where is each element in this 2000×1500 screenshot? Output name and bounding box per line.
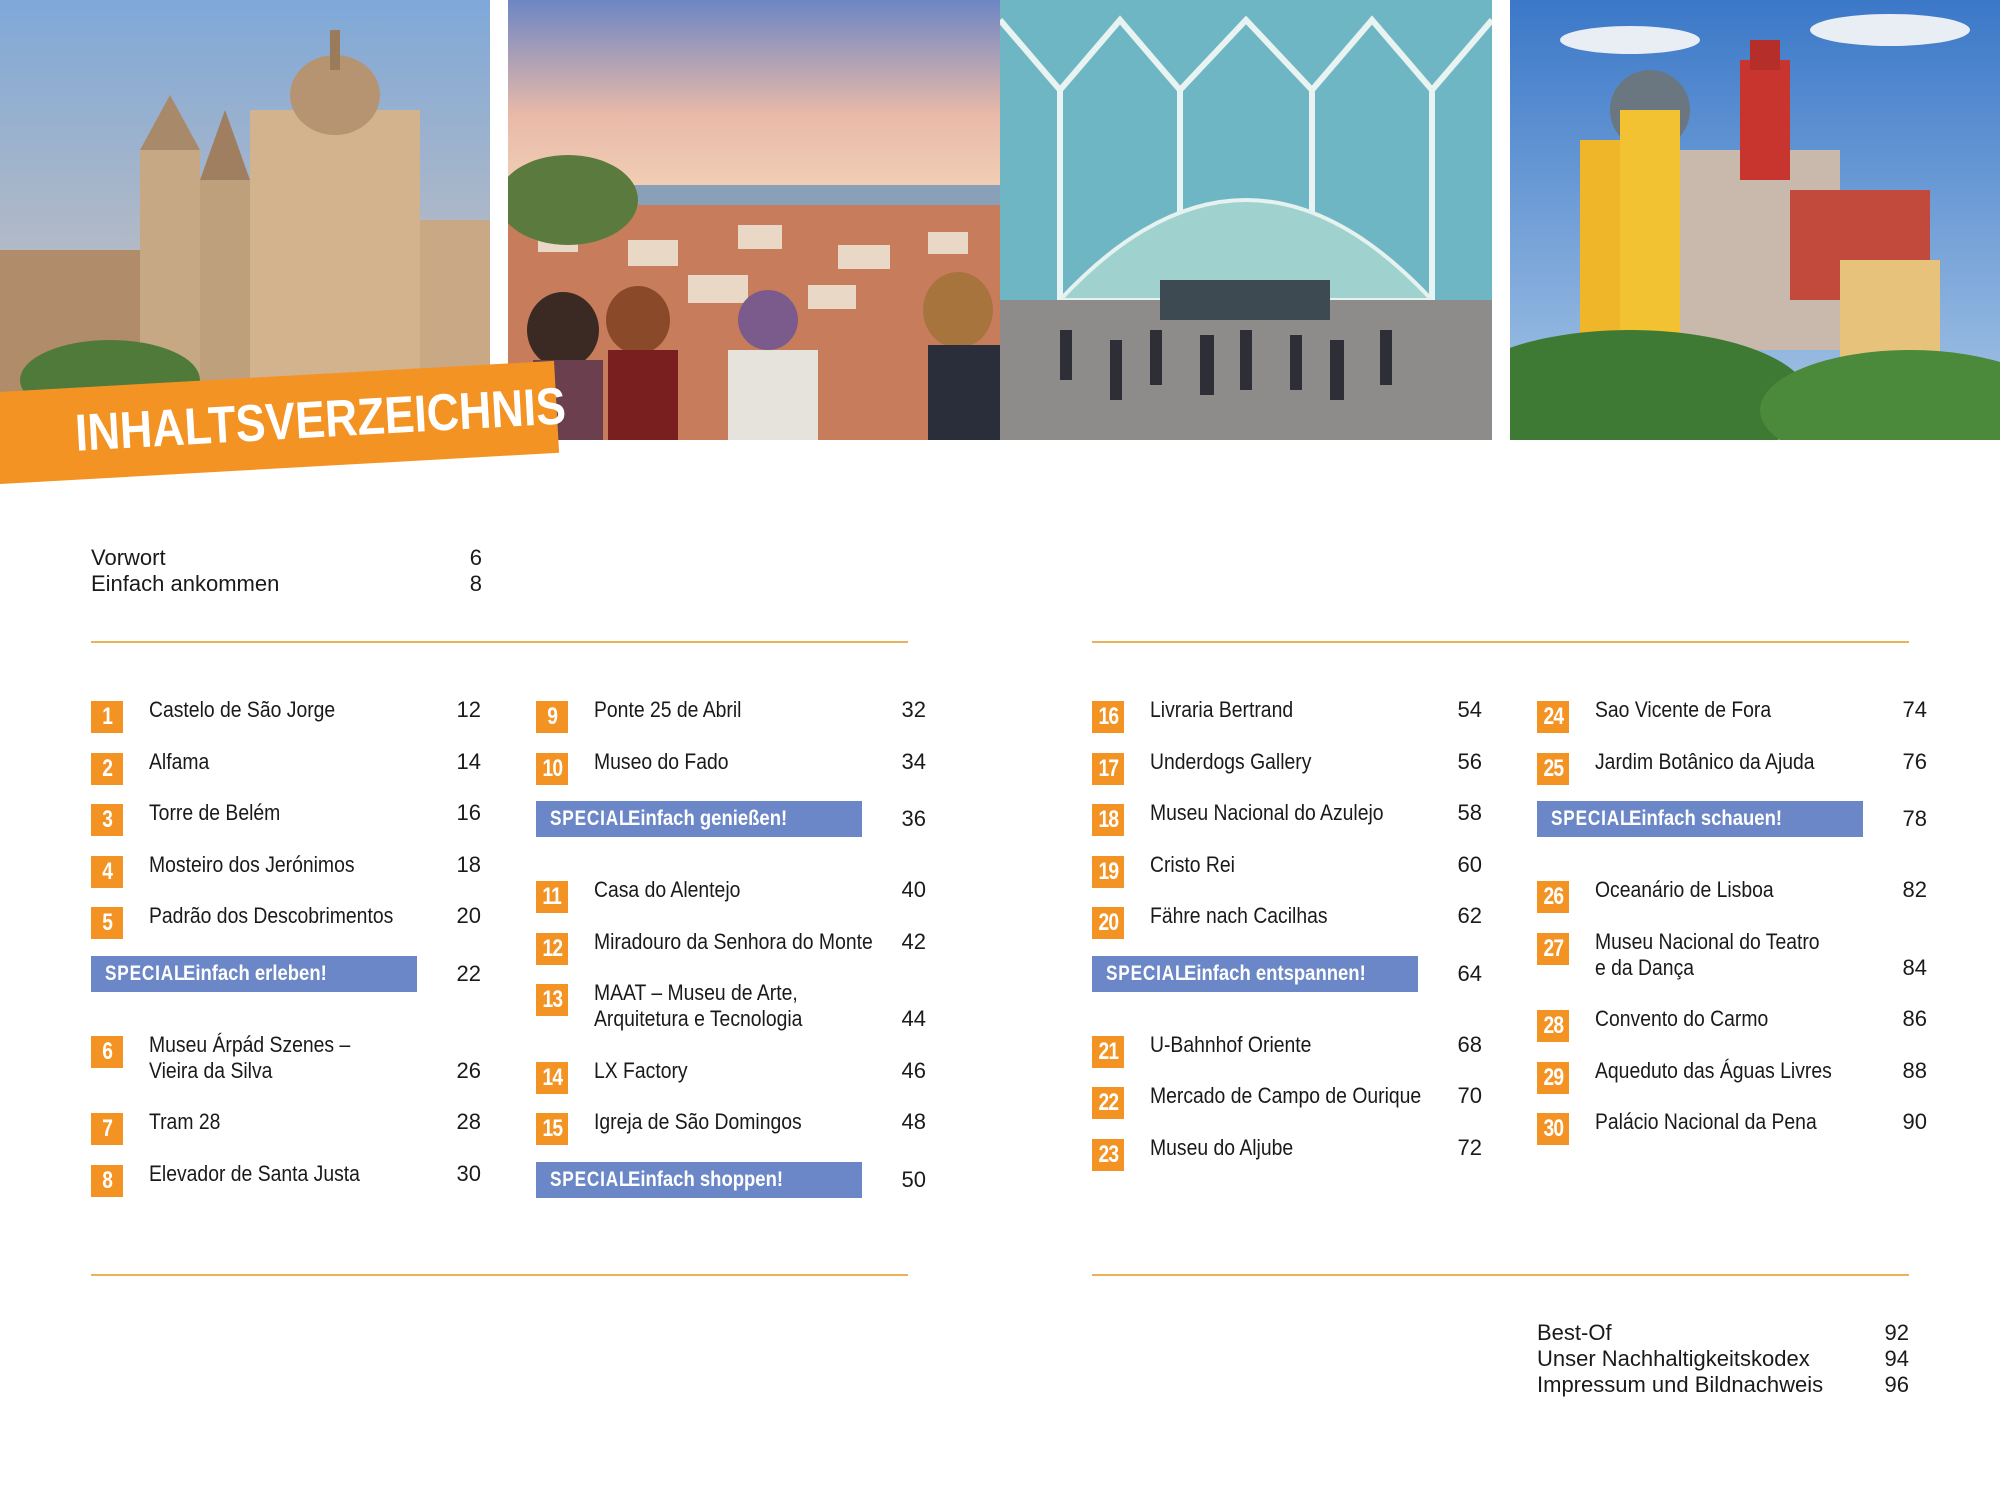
- entry-title-line: LX Factory: [594, 1058, 688, 1083]
- intro-row: [91, 571, 482, 597]
- entry-page: 70: [1457, 1083, 1482, 1108]
- entry-title: [149, 697, 429, 723]
- toc-entry[interactable]: [536, 747, 926, 797]
- toc-entry[interactable]: [1537, 1107, 1927, 1157]
- toc-entry[interactable]: [1092, 1081, 1482, 1131]
- entry-page: 46: [901, 1058, 926, 1083]
- entry-title-line: Miradouro da Senhora do Monte: [594, 929, 873, 954]
- entry-page: 90: [1902, 1109, 1927, 1134]
- entry-title-line: Cristo Rei: [1150, 852, 1235, 877]
- chapter-number-badge: [1092, 1036, 1124, 1068]
- outro-label: Unser Nachhaltigkeitskodex: [1537, 1346, 1810, 1371]
- toc-column-4: [1537, 695, 1927, 1235]
- chapter-number-badge: [536, 1113, 568, 1145]
- chapter-number: 21: [1098, 1038, 1118, 1065]
- chapter-number-badge: [1092, 856, 1124, 888]
- chapter-number: 12: [542, 935, 562, 962]
- chapter-number: 11: [542, 883, 562, 910]
- entry-page: 54: [1457, 697, 1482, 722]
- chapter-number: 9: [547, 703, 557, 730]
- chapter-number: 1: [102, 703, 112, 730]
- entry-page: 68: [1457, 1032, 1482, 1057]
- entry-title: [1595, 1109, 1875, 1135]
- chapter-number: 23: [1098, 1141, 1118, 1168]
- entry-title-line: Oceanário de Lisboa: [1595, 877, 1774, 902]
- entry-title: [594, 877, 874, 903]
- entry-title-line: Museu Nacional do Azulejo: [1150, 800, 1384, 825]
- chapter-number-badge: [1537, 1113, 1569, 1145]
- entry-title: [1595, 1006, 1875, 1032]
- toc-entry[interactable]: [536, 927, 926, 977]
- entry-title-line: Convento do Carmo: [1595, 1006, 1769, 1031]
- chapter-number-badge: [1092, 1139, 1124, 1171]
- chapter-number-badge: [1092, 907, 1124, 939]
- intro-page: 8: [469, 571, 482, 596]
- intro-block: [91, 545, 482, 597]
- special-banner[interactable]: [91, 956, 417, 992]
- special-page: 78: [1902, 806, 1927, 831]
- entry-page: 84: [1902, 955, 1927, 980]
- miradouro-photo: [508, 0, 1000, 440]
- entry-title-line: Sao Vicente de Fora: [1595, 697, 1772, 722]
- entry-title: [1150, 852, 1430, 878]
- divider-bottom-right: [1092, 1274, 1909, 1276]
- chapter-number: 16: [1098, 703, 1118, 730]
- entry-page: 88: [1902, 1058, 1927, 1083]
- chapter-number-badge: [91, 804, 123, 836]
- entry-title: [1150, 1083, 1430, 1109]
- entry-title-line: Torre de Belém: [149, 800, 281, 825]
- special-banner[interactable]: [536, 801, 862, 837]
- special-title: Einfach genießen!: [628, 807, 788, 830]
- page-title: INHALTSVERZEICHNIS: [73, 377, 568, 463]
- chapter-number-badge: [91, 701, 123, 733]
- entry-title-line: Arquitetura e Tecnologia: [594, 1006, 803, 1031]
- chapter-number: 15: [542, 1115, 562, 1142]
- entry-page: 86: [1902, 1006, 1927, 1031]
- chapter-number-badge: [1092, 701, 1124, 733]
- entry-page: 56: [1457, 749, 1482, 774]
- entry-page: 60: [1457, 852, 1482, 877]
- outro-page: 92: [1884, 1320, 1909, 1345]
- entry-page: 40: [901, 877, 926, 902]
- entry-title-line: Casa do Alentejo: [594, 877, 741, 902]
- chapter-number: 30: [1543, 1115, 1563, 1142]
- toc-entry[interactable]: [91, 1159, 481, 1209]
- toc-entry[interactable]: [91, 747, 481, 797]
- chapter-number: 18: [1098, 806, 1118, 833]
- toc-entry[interactable]: [1092, 798, 1482, 848]
- oriente-station-photo: [1000, 0, 1492, 440]
- special-page: 22: [456, 961, 481, 986]
- entry-title-line: U-Bahnhof Oriente: [1150, 1032, 1312, 1057]
- chapter-number-badge: [1537, 753, 1569, 785]
- entry-title-line: Alfama: [149, 749, 210, 774]
- chapter-number-badge: [1537, 881, 1569, 913]
- special-banner[interactable]: [1092, 956, 1418, 992]
- entry-title-line: Tram 28: [149, 1109, 221, 1134]
- entry-title: [1595, 749, 1875, 775]
- chapter-number-badge: [91, 1165, 123, 1197]
- chapter-number-badge: [91, 753, 123, 785]
- entry-title: [1595, 877, 1875, 903]
- entry-title-line: Mosteiro dos Jerónimos: [149, 852, 355, 877]
- special-keyword: SPECIAL: [105, 962, 186, 985]
- entry-title: [149, 1109, 429, 1135]
- chapter-number-badge: [1092, 753, 1124, 785]
- entry-title-line: Castelo de São Jorge: [149, 697, 336, 722]
- chapter-number: 13: [542, 986, 562, 1013]
- special-banner[interactable]: [536, 1162, 862, 1198]
- entry-page: 18: [456, 852, 481, 877]
- chapter-number-badge: [91, 1036, 123, 1068]
- entry-title-line: MAAT – Museu de Arte,: [594, 980, 798, 1005]
- special-keyword: SPECIAL: [1551, 807, 1632, 830]
- entry-page: 26: [456, 1058, 481, 1083]
- outro-block: [1537, 1320, 1909, 1398]
- entry-title-line: Museu do Aljube: [1150, 1135, 1294, 1160]
- toc-entry[interactable]: [1537, 695, 1927, 745]
- outro-label: Impressum und Bildnachweis: [1537, 1372, 1824, 1397]
- special-title: Einfach schauen!: [1629, 807, 1783, 830]
- special-banner[interactable]: [1537, 801, 1863, 837]
- entry-title-line: Museo do Fado: [594, 749, 729, 774]
- entry-page: 14: [456, 749, 481, 774]
- entry-page: 34: [901, 749, 926, 774]
- chapter-number: 8: [102, 1167, 112, 1194]
- entry-title-line: Ponte 25 de Abril: [594, 697, 742, 722]
- entry-title-line: Fähre nach Cacilhas: [1150, 903, 1328, 928]
- toc-entry[interactable]: [91, 1107, 481, 1157]
- chapter-number: 4: [102, 858, 112, 885]
- chapter-number-badge: [1092, 804, 1124, 836]
- outro-row: [1537, 1346, 1909, 1372]
- toc-entry[interactable]: [536, 978, 926, 1031]
- toc-column-3: [1092, 695, 1482, 1235]
- chapter-number: 24: [1543, 703, 1563, 730]
- special-keyword: SPECIAL: [550, 807, 631, 830]
- special-page: 50: [901, 1167, 926, 1192]
- special-title: Einfach erleben!: [183, 962, 327, 985]
- chapter-number-badge: [1537, 1062, 1569, 1094]
- entry-title-line: Mercado de Campo de Ourique: [1150, 1083, 1422, 1108]
- toc-entry[interactable]: [91, 901, 481, 951]
- entry-page: 20: [456, 903, 481, 928]
- chapter-number-badge: [91, 856, 123, 888]
- entry-title: [594, 749, 874, 775]
- entry-title: [149, 903, 429, 929]
- toc-entry[interactable]: [536, 695, 926, 745]
- toc-entry[interactable]: [536, 1107, 926, 1157]
- special-page: 64: [1457, 961, 1482, 986]
- chapter-number: 7: [102, 1115, 112, 1142]
- toc-entry[interactable]: [91, 1030, 481, 1083]
- divider-top-right: [1092, 641, 1909, 643]
- entry-page: 30: [456, 1161, 481, 1186]
- chapter-number: 25: [1543, 755, 1563, 782]
- entry-title-line: e da Dança: [1595, 955, 1695, 980]
- entry-title-line: Padrão dos Descobrimentos: [149, 903, 394, 928]
- intro-page: 6: [469, 545, 482, 570]
- entry-title-line: Museu Nacional do Teatro: [1595, 929, 1820, 954]
- entry-title-line: Underdogs Gallery: [1150, 749, 1312, 774]
- toc-entry[interactable]: [1537, 1004, 1927, 1054]
- intro-row: [91, 545, 482, 571]
- chapter-number: 26: [1543, 883, 1563, 910]
- entry-page: 72: [1457, 1135, 1482, 1160]
- chapter-number: 22: [1098, 1089, 1118, 1116]
- entry-title: [1150, 1135, 1430, 1161]
- entry-title: [594, 697, 874, 723]
- special-title: Einfach entspannen!: [1184, 962, 1366, 985]
- chapter-number: 17: [1098, 755, 1118, 782]
- chapter-number: 14: [542, 1064, 562, 1091]
- entry-title-line: Aqueduto das Águas Livres: [1595, 1058, 1832, 1083]
- entry-page: 44: [901, 1006, 926, 1031]
- entry-title: [1150, 697, 1430, 723]
- toc-entry[interactable]: [91, 798, 481, 848]
- entry-page: 76: [1902, 749, 1927, 774]
- chapter-number: 5: [102, 909, 112, 936]
- toc-entry[interactable]: [1537, 875, 1927, 925]
- entry-page: 48: [901, 1109, 926, 1134]
- chapter-number-badge: [536, 881, 568, 913]
- entry-title: [594, 1058, 874, 1084]
- toc-column-1: [91, 695, 481, 1235]
- entry-title-line: Livraria Bertrand: [1150, 697, 1294, 722]
- toc-entry[interactable]: [1092, 695, 1482, 745]
- intro-label: Vorwort: [91, 545, 166, 570]
- chapter-number: 10: [542, 755, 562, 782]
- toc-column-2: [536, 695, 926, 1235]
- chapter-number: 2: [102, 755, 112, 782]
- chapter-number: 20: [1098, 909, 1118, 936]
- pena-palace-photo: [1510, 0, 2000, 440]
- outro-page: 94: [1884, 1346, 1909, 1371]
- chapter-number-badge: [91, 1113, 123, 1145]
- toc-entry[interactable]: [1092, 747, 1482, 797]
- special-page: 36: [901, 806, 926, 831]
- chapter-number: 28: [1543, 1012, 1563, 1039]
- entry-title-line: Palácio Nacional da Pena: [1595, 1109, 1817, 1134]
- entry-title: [149, 852, 429, 878]
- outro-row: [1537, 1320, 1909, 1346]
- entry-page: 32: [901, 697, 926, 722]
- toc-entry[interactable]: [1537, 927, 1927, 980]
- chapter-number-badge: [536, 984, 568, 1016]
- entry-title: [1150, 800, 1430, 826]
- entry-title-line: Elevador de Santa Justa: [149, 1161, 360, 1186]
- toc-entry[interactable]: [1092, 901, 1482, 951]
- chapter-number-badge: [536, 753, 568, 785]
- chapter-number: 19: [1098, 858, 1118, 885]
- toc-entry[interactable]: [1092, 1030, 1482, 1080]
- chapter-number: 3: [102, 806, 112, 833]
- entry-page: 16: [456, 800, 481, 825]
- entry-title: [149, 800, 429, 826]
- entry-title: [594, 929, 874, 955]
- entry-title-line: Igreja de São Domingos: [594, 1109, 802, 1134]
- chapter-number: 6: [102, 1038, 112, 1065]
- entry-title: [1150, 749, 1430, 775]
- toc-entry[interactable]: [1537, 747, 1927, 797]
- entry-title: [594, 980, 874, 1032]
- intro-label: Einfach ankommen: [91, 571, 280, 596]
- special-title: Einfach shoppen!: [628, 1168, 784, 1191]
- entry-page: 42: [901, 929, 926, 954]
- entry-page: 28: [456, 1109, 481, 1134]
- entry-title: [149, 1032, 429, 1084]
- chapter-number-badge: [91, 907, 123, 939]
- toc-entry[interactable]: [91, 695, 481, 745]
- chapter-number-badge: [536, 701, 568, 733]
- entry-title: [1595, 697, 1875, 723]
- toc-entry[interactable]: [1092, 1133, 1482, 1183]
- entry-page: 58: [1457, 800, 1482, 825]
- entry-title: [149, 749, 429, 775]
- entry-title: [149, 1161, 429, 1187]
- outro-label: Best-Of: [1537, 1320, 1612, 1345]
- divider-bottom-left: [91, 1274, 908, 1276]
- toc-entry[interactable]: [91, 850, 481, 900]
- entry-title-line: Jardim Botânico da Ajuda: [1595, 749, 1815, 774]
- chapter-number: 29: [1543, 1064, 1563, 1091]
- chapter-number-badge: [536, 933, 568, 965]
- toc-entry[interactable]: [1092, 850, 1482, 900]
- entry-title: [1150, 1032, 1430, 1058]
- chapter-number-badge: [1537, 1010, 1569, 1042]
- entry-page: 74: [1902, 697, 1927, 722]
- entry-title: [1595, 1058, 1875, 1084]
- entry-page: 82: [1902, 877, 1927, 902]
- toc-entry[interactable]: [536, 1056, 926, 1106]
- outro-row: [1537, 1372, 1909, 1398]
- chapter-number-badge: [1092, 1087, 1124, 1119]
- chapter-number-badge: [536, 1062, 568, 1094]
- chapter-number: 27: [1543, 935, 1563, 962]
- entry-title-line: Vieira da Silva: [149, 1058, 273, 1083]
- entry-title: [1595, 929, 1875, 981]
- entry-page: 62: [1457, 903, 1482, 928]
- divider-top-left: [91, 641, 908, 643]
- entry-title: [594, 1109, 874, 1135]
- toc-entry[interactable]: [536, 875, 926, 925]
- toc-entry[interactable]: [1537, 1056, 1927, 1106]
- chapter-number-badge: [1537, 701, 1569, 733]
- special-keyword: SPECIAL: [550, 1168, 631, 1191]
- outro-page: 96: [1884, 1372, 1909, 1397]
- entry-page: 12: [456, 697, 481, 722]
- entry-title-line: Museu Árpád Szenes –: [149, 1032, 351, 1057]
- chapter-number-badge: [1537, 933, 1569, 965]
- special-keyword: SPECIAL: [1106, 962, 1187, 985]
- entry-title: [1150, 903, 1430, 929]
